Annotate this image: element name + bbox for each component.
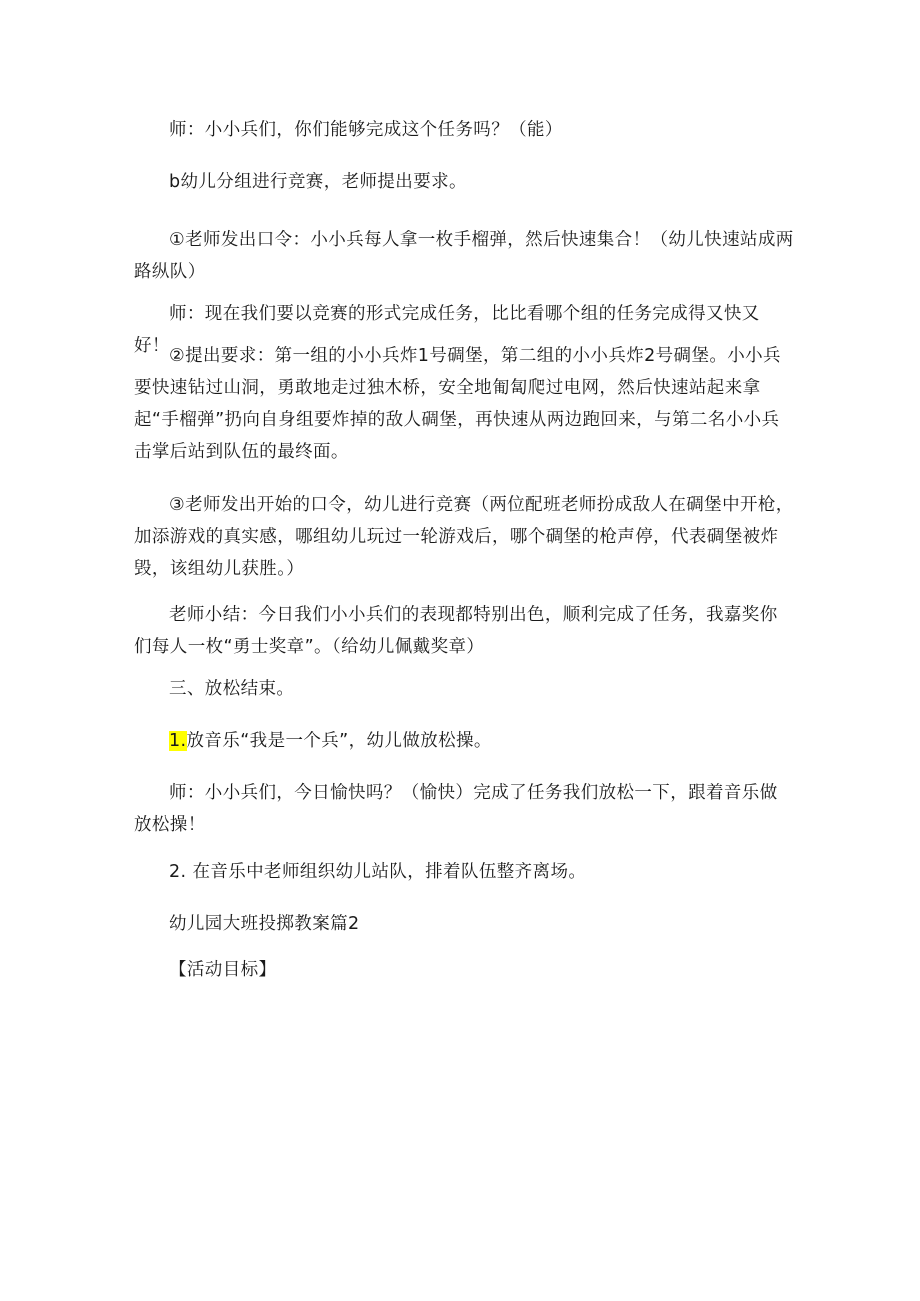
paragraph-group-competition: b幼儿分组进行竞赛，老师提出要求。 xyxy=(169,172,467,192)
list-number-highlight: 1. xyxy=(169,731,187,751)
section-heading-relax: 三、放松结束。 xyxy=(169,679,295,699)
paragraph-teacher-summary: 老师小结：今日我们小小兵们的表现都特别出色，顺利完成了任务，我嘉奖你们每人一枚“勇士奖章”。（给幼儿佩戴奖章） xyxy=(134,605,778,657)
paragraph-item-2: 2. 在音乐中老师组织幼儿站队，排着队伍整齐离场。 xyxy=(169,862,587,882)
paragraph-plan-title: 幼儿园大班投掷教案篇2 xyxy=(169,914,360,934)
section-heading-objectives: 【活动目标】 xyxy=(169,960,277,980)
paragraph-requirements: ②提出要求：第一组的小小兵炸1号碉堡，第二组的小小兵炸2号碉堡。小小兵要快速钻过山洞，勇敢地走过独木桥，安全地匍匐爬过电网，然后快速站起来拿起“手榴弹”扔向自身组要炸掉的敌人碉堡，再快速从两边跑回来，与第二名小小兵击掌后站到队伍的最终面。 xyxy=(134,346,781,462)
paragraph-dialogue-2: 师：现在我们要以竞赛的形式完成任务，比比看哪个组的任务完成得又快又好！ xyxy=(134,304,760,356)
paragraph-competition-start: ③老师发出开始的口令，幼儿进行竞赛（两位配班老师扮成敌人在碉堡中开枪，加添游戏的真实感，哪组幼儿玩过一轮游戏后，哪个碉堡的枪声停，代表碉堡被炸毁，该组幼儿获胜。） xyxy=(134,495,794,579)
paragraph-dialogue-1: 师：小小兵们，你们能够完成这个任务吗？（能） xyxy=(169,120,563,140)
paragraph-command-1: ①老师发出口令：小小兵每人拿一枚手榴弹，然后快速集合！（幼儿快速站成两路纵队） xyxy=(134,230,794,282)
list-item-text: 放音乐“我是一个兵”，幼儿做放松操。 xyxy=(186,731,492,751)
paragraph-item-1 xyxy=(134,725,794,757)
paragraph-dialogue-3: 师：小小兵们，今日愉快吗？（愉快）完成了任务我们放松一下，跟着音乐做放松操！ xyxy=(134,783,778,835)
